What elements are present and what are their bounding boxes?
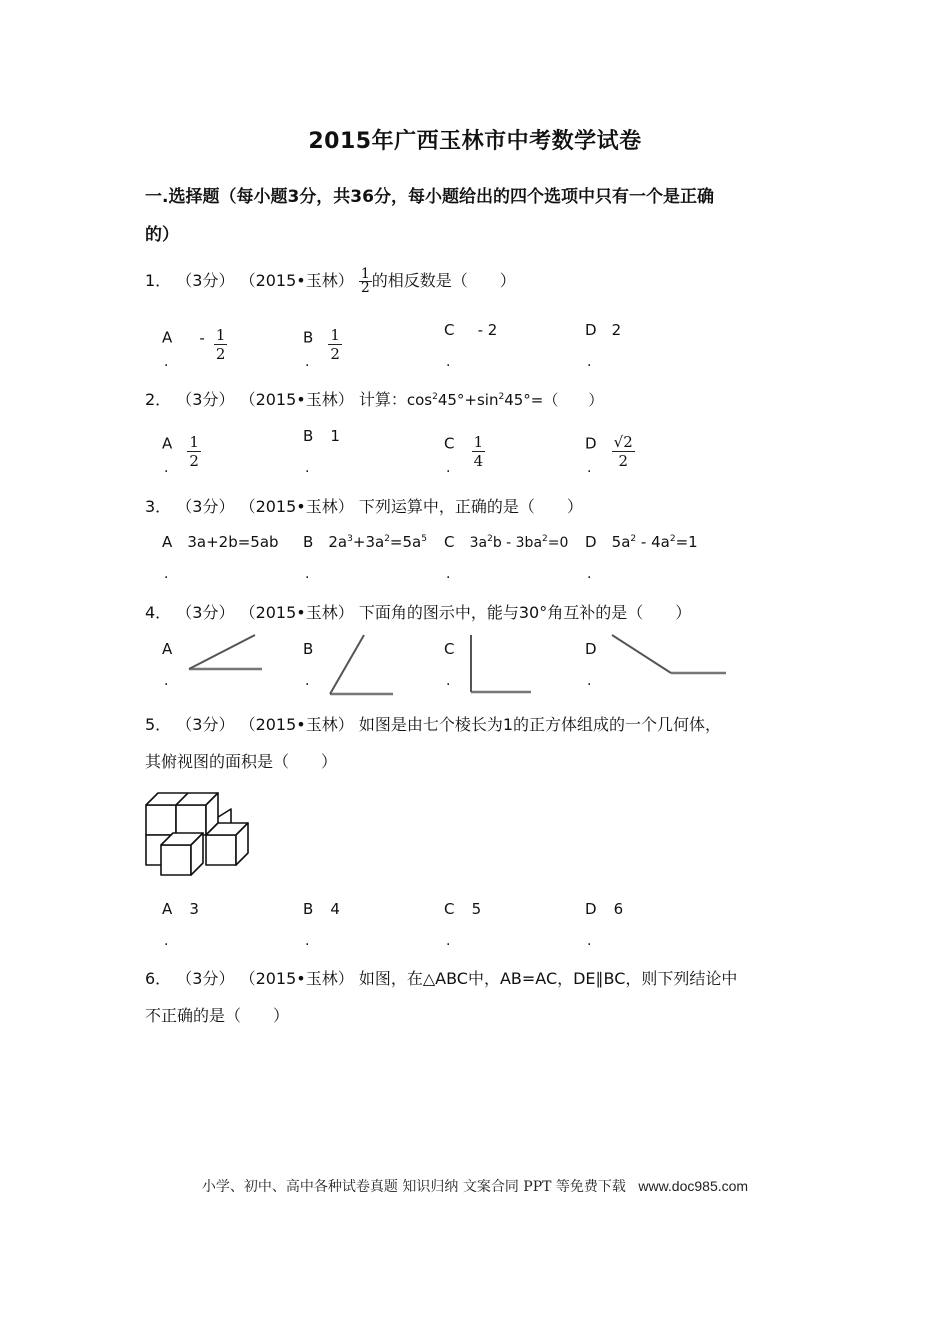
option-c[interactable]: C (444, 640, 455, 658)
question-text: 如图是由七个棱长为1的正方体组成的一个几何体， (358, 715, 722, 734)
option-dot: . (587, 673, 592, 689)
option-a[interactable]: A 3 (162, 900, 199, 918)
question-text: 下面角的图示中，能与30°角互补的是（ ） (358, 603, 692, 622)
page-footer (0, 1176, 950, 1196)
option-d[interactable]: D 2 (585, 321, 622, 339)
question-score: （3分） (176, 390, 235, 409)
option-dot: . (164, 673, 169, 689)
fraction: $\frac{1}{2}$ (330, 326, 340, 363)
option-dot: . (446, 566, 451, 582)
footer-text: 小学、初中、高中各种试卷真题 知识归纳 文案合同 PPT 等免费下载 (201, 1179, 626, 1195)
option-d[interactable]: D (585, 640, 597, 658)
question-text: 计算： (358, 390, 407, 409)
option-dot: . (446, 933, 451, 949)
option-d[interactable]: D $5a^2 - 4a^2=1$ (585, 533, 698, 551)
option-a[interactable]: A 3a+2b=5ab (162, 533, 279, 551)
option-b[interactable]: B 4 (303, 900, 340, 918)
question-text: 如图，在△ABC中，AB=AC，DE∥BC，则下列结论中 (358, 969, 738, 988)
question-text: 的相反数是（ ） (371, 271, 516, 290)
question-number: 1． (145, 271, 172, 290)
option-b[interactable]: B 1 (303, 427, 340, 445)
option-a[interactable]: A (162, 640, 173, 658)
question-source: （2015•玉林） (239, 390, 354, 409)
fraction: $\frac{1}{2}$ (360, 266, 370, 296)
option-dot: . (446, 673, 451, 689)
option-c[interactable]: C $3a^2b - 3ba^2=0$ (444, 533, 569, 551)
fraction: $\frac{√2}{2}$ (613, 433, 633, 470)
question-source: （2015•玉林） (239, 603, 354, 622)
option-dot: . (587, 460, 592, 476)
question-source: （2015•玉林） (239, 715, 354, 734)
section-heading-line2: 的） (145, 225, 179, 245)
option-dot: . (164, 460, 169, 476)
option-dot: . (305, 933, 310, 949)
option-c[interactable]: C 5 (444, 900, 482, 918)
question-6-stem-line2: 不正确的是（ ） (145, 1006, 290, 1025)
question-source: （2015•玉林） (239, 969, 354, 988)
option-dot: . (164, 933, 169, 949)
option-a[interactable]: A - $\frac{1}{2}$ (162, 326, 226, 363)
angle-a-figure (189, 635, 262, 669)
option-b[interactable]: B $2a^3+3a^2=5a^5$ (303, 533, 427, 551)
question-text: 下列运算中，正确的是（ ） (358, 497, 583, 516)
option-dot: . (164, 566, 169, 582)
option-a[interactable]: A $\frac{1}{2}$ (162, 433, 199, 470)
option-dot: . (305, 673, 310, 689)
option-dot: . (587, 566, 592, 582)
fraction: $\frac{1}{4}$ (473, 433, 484, 470)
question-number: 6． (145, 969, 172, 988)
option-c[interactable]: C - 2 (444, 321, 498, 339)
option-dot: . (164, 354, 169, 370)
question-number: 3． (145, 497, 172, 516)
question-5-stem-line1 (145, 712, 721, 735)
question-number: 5． (145, 715, 172, 734)
question-source: （2015•玉林） (239, 271, 354, 290)
option-b[interactable]: B (303, 640, 314, 658)
option-dot: . (305, 566, 310, 582)
section-heading-line1: 一.选择题（每小题3分，共36分，每小题给出的四个选项中只有一个是正确 (145, 187, 714, 207)
question-number: 4． (145, 603, 172, 622)
option-dot: . (446, 460, 451, 476)
question-score: （3分） (176, 271, 235, 290)
question-score: （3分） (176, 715, 235, 734)
option-d[interactable]: D 6 (585, 900, 624, 918)
question-score: （3分） (176, 603, 235, 622)
option-dot: . (587, 933, 592, 949)
fraction: $\frac{1}{2}$ (189, 433, 199, 470)
option-dot: . (305, 354, 310, 370)
question-5-stem-line2: 其俯视图的面积是（ ） (145, 752, 338, 771)
angle-d-figure (612, 635, 726, 673)
page-title: 2015年广西玉林市中考数学试卷 (308, 129, 642, 154)
cubes-figure (143, 789, 253, 879)
option-c[interactable]: C $\frac{1}{4}$ (444, 433, 484, 470)
angle-c-figure (471, 635, 531, 692)
footer-link[interactable]: www.doc985.com (638, 1178, 749, 1194)
angle-b-figure (330, 635, 393, 694)
question-score: （3分） (176, 969, 235, 988)
fraction: $\frac{1}{2}$ (215, 326, 226, 363)
question-source: （2015•玉林） (239, 497, 354, 516)
option-b[interactable]: B $\frac{1}{2}$ (303, 326, 340, 363)
option-dot: . (446, 354, 451, 370)
question-6-stem-line1 (145, 966, 737, 989)
option-dot: . (305, 460, 310, 476)
question-score: （3分） (176, 497, 235, 516)
question-number: 2． (145, 390, 172, 409)
math-expression: $\cos^245^\circ+\sin^245^\circ=$（ ） (406, 391, 604, 409)
option-d[interactable]: D $\frac{√2}{2}$ (585, 433, 633, 470)
option-dot: . (587, 354, 592, 370)
